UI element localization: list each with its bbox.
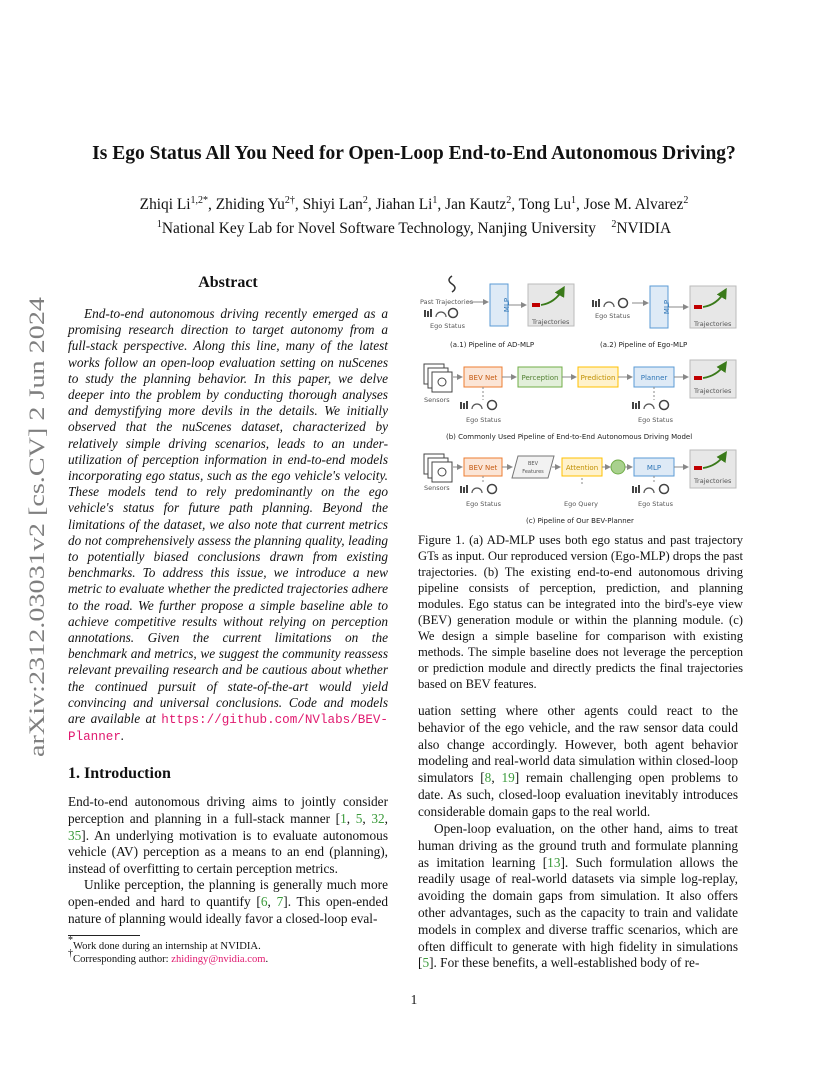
fig-label-mlp: MLP — [663, 299, 671, 315]
fig-label-ego-status: Ego Status — [595, 312, 630, 320]
abstract-end: . — [120, 728, 125, 744]
intro-paragraph-2 — [68, 877, 388, 927]
intro-paragraph-1 — [68, 794, 388, 878]
text-run: End-to-end autonomous driving aims to jointly consider perception and planning in a full-stack manner [ — [68, 794, 388, 826]
affiliation: NVIDIA — [616, 220, 672, 237]
footnote-mark: * — [68, 935, 73, 946]
citation-link[interactable]: 32 — [371, 810, 385, 826]
fig-label-perception: Perception — [521, 374, 559, 382]
fig-label-attention: Attention — [565, 464, 599, 472]
author-affil-mark: 2 — [506, 195, 512, 206]
fig-label-prediction: Prediction — [580, 374, 616, 382]
car-icon — [694, 376, 702, 380]
fig-label-planner: Planner — [640, 374, 668, 382]
fig-label-trajectories: Trajectories — [694, 387, 732, 395]
email-link[interactable]: zhidingy@nvidia.com — [171, 954, 266, 965]
fig-label-sensors: Sensors — [424, 484, 450, 492]
text-run: ]. Such formulation allows the readily usage of real-world datasets via simple log-replay, avoiding the domain gaps from simulation. It also offers other advantages, such as the capacity to train and validate models in complex and diverse traffic scenarios, which are often difficult to generate with high fidelity in simulations [ — [418, 854, 738, 971]
text-run: , — [267, 893, 277, 909]
citation-link[interactable]: 8 — [484, 770, 492, 786]
code-link[interactable]: https://github.com/NVlabs/BEV-Planner — [68, 713, 388, 745]
fig-label-past-trajectories: Past Trajectories — [420, 298, 474, 306]
camera-sensors-icon — [424, 454, 452, 482]
arxiv-stamp — [20, 292, 50, 762]
author-name: Zhiqi Li — [139, 196, 191, 213]
page-number: 1 — [410, 992, 418, 1007]
fig-label-trajectories: Trajectories — [532, 318, 570, 326]
fig-label-mlp: MLP — [646, 464, 662, 472]
text-run: , — [384, 810, 388, 826]
text-run: Unlike perception, the planning is generally much more open-ended and hard to quantify [ — [68, 877, 388, 909]
fig-caption-a1: (a.1) Pipeline of AD-MLP — [450, 341, 535, 349]
text-run: Open-loop evaluation, on the other hand, aims to treat human driving as the ground truth and formulate planning as imitation learning [ — [418, 821, 738, 870]
ego-status-icon — [592, 299, 628, 308]
footnote-2 — [68, 948, 388, 966]
author-name: Jan Kautz — [445, 196, 507, 213]
author-name: Jose M. Alvarez — [583, 196, 684, 213]
figure-caption: Figure 1. (a) AD-MLP uses both ego status and past trajectory GTs as input. Our reproduced version (Ego-MLP) drops the past trajectories. (b) The existing end-to-end autonomous driving pipeline consists of perception, prediction, and planning modules. Ego status can be integrated into the bird's-eye view (BEV) generation module or within the planning module. (c) We design a simple baseline for comparison with existing methods. The simple baseline does not leverage the perception or prediction module and directly predicts the final trajectories based on BEV features. — [418, 533, 743, 691]
author-name: Shiyi Lan — [302, 196, 363, 213]
arxiv-stamp-text: arXiv:2312.03031v2 [cs.CV] 2 Jun 2024 — [24, 397, 49, 757]
ego-status-icon — [460, 485, 497, 494]
fig-label-bev-features: Features — [522, 469, 544, 475]
car-icon — [694, 466, 702, 470]
text-run: uation setting where other agents could react to the behavior of the ego vehicle, and the raw sensor data could also change accordingly. However, both agent behavior modeling and real-world data simulation within closed-loop simulators [ — [418, 703, 738, 786]
fig-label-bev-net: BEV Net — [468, 464, 498, 472]
ego-status-icon — [424, 309, 458, 318]
fig-label-ego-query: Ego Query — [564, 500, 599, 508]
fig-label-bev-features: BEV — [527, 461, 539, 467]
citation-link[interactable]: 1 — [340, 810, 347, 826]
fig-caption-a2: (a.2) Pipeline of Ego-MLP — [600, 341, 688, 349]
fig-caption-b: (b) Commonly Used Pipeline of End-to-End Autonomous Driving Model — [446, 433, 693, 441]
fig-label-sensors: Sensors — [424, 396, 450, 404]
affil-mark: 1 — [156, 219, 162, 230]
figure-1 — [418, 270, 743, 530]
fig-label-ego-status: Ego Status — [638, 500, 673, 508]
abstract-body — [68, 306, 388, 745]
text-run: ] remain challenging open problems to date. As such, closed-loop evaluation inevitably introduces considerable domain gaps to the real world. — [418, 770, 738, 819]
ego-status-icon — [632, 485, 669, 494]
text-run: , — [491, 770, 502, 786]
car-icon — [532, 303, 540, 307]
paper-title: Is Ego Status All You Need for Open-Loop End-to-End Autonomous Driving? — [92, 143, 736, 164]
fig-label-mlp: MLP — [503, 297, 511, 313]
past-trajectory-icon — [449, 276, 455, 292]
citation-link[interactable]: 5 — [355, 810, 363, 826]
citation-link[interactable]: 35 — [68, 827, 82, 843]
author-list: Zhiqi $Li^{1,2*}$, Zhiding $Yu^{2\dagger}$, Shiyi Lan$^2$, Jiahan Li$^1$, Jan Kautz$^2$, Tong Lu$^1$, Jose M. Alvarez$^2$ — [139, 195, 689, 213]
author-affil-mark: 1 — [432, 195, 438, 206]
car-icon — [694, 305, 702, 309]
citation-link[interactable]: 6 — [260, 893, 268, 909]
fig-label-ego-status: Ego Status — [430, 322, 465, 330]
section-heading-introduction: 1. Introduction — [68, 765, 171, 782]
abstract-text: End-to-end autonomous driving recently emerged as a promising research direction to target autonomy from a full-stack perspective. Along this line, many of the latest works follow an open-loop evaluation setting on nuScenes to study the planning behavior. In this paper, we delve deeper into the problem by conducting thorough analyses and demystifying more devils in the details. We initially observed that the nuScenes dataset, characterized by relatively simple driving scenarios, leads to an under-utilization of perception information in end-to-end models incorporating ego status, such as the ego vehicle's velocity. These models tend to rely predominantly on the ego vehicle's status for future path planning. Beyond the limitations of the dataset, we also note that current metrics do not comprehensively assess the planning quality, leading to potentially biased conclusions drawn from existing benchmarks. To address this issue, we introduce a new metric to evaluate whether the predicted trajectories adhere to the road. We further propose a simple baseline able to achieve competitive results without relying on perception annotations. Given the current limitations on the benchmark and metrics, we suggest the community reassess relevant prevailing research and be cautious about whether the continued pursuit of state-of-the-art would yield convincing and universal conclusions. Code and models are available at — [68, 306, 388, 727]
intro-paragraph-3 — [418, 703, 738, 821]
affil-mark: 2 — [611, 219, 617, 230]
fig-label-trajectories: Trajectories — [694, 477, 732, 485]
footnote-text: Corresponding author: — [73, 954, 172, 965]
citation-link[interactable]: 13 — [547, 854, 561, 870]
camera-sensors-icon — [424, 364, 452, 392]
fig-label-ego-status: Ego Status — [466, 500, 501, 508]
author-affil-mark: 1,2* — [190, 195, 209, 206]
citation-link[interactable]: 5 — [422, 955, 430, 971]
author-affil-mark: 2 — [683, 195, 689, 206]
footnote-divider — [68, 935, 140, 936]
fig-label-ego-status: Ego Status — [466, 416, 501, 424]
intro-paragraph-4 — [418, 821, 738, 972]
text-run: , — [346, 810, 356, 826]
footnote-1 — [68, 935, 388, 953]
footnote-text: Work done during an internship at NVIDIA. — [73, 941, 261, 952]
affiliation-list — [60, 218, 768, 239]
footnote-mark: † — [68, 948, 73, 959]
ego-status-icon — [460, 401, 497, 410]
author-name: Tong Lu — [518, 196, 572, 213]
fig-label-ego-status: Ego Status — [638, 416, 673, 424]
author-name: Zhiding Yu — [215, 196, 285, 213]
fig-caption-c: (c) Pipeline of Our BEV-Planner — [526, 517, 634, 525]
fig-label-bev-net: BEV Net — [468, 374, 498, 382]
footnote-end: . — [265, 954, 269, 965]
author-affil-mark: 2 — [362, 195, 368, 206]
affiliation: National Key Lab for Novel Software Technology, Nanjing University — [161, 220, 596, 237]
author-affil-mark: 2† — [284, 195, 295, 206]
text-run: , — [362, 810, 372, 826]
text-run: ]. For these benefits, a well-established body of re- — [429, 955, 700, 971]
author-name: Jiahan Li — [375, 196, 433, 213]
citation-link[interactable]: 7 — [276, 893, 284, 909]
abstract-heading: Abstract — [198, 274, 258, 291]
ego-query-node — [611, 460, 625, 474]
text-run: ]. This open-ended nature of planning would ideally favor a closed-loop eval- — [68, 893, 388, 926]
fig-label-trajectories: Trajectories — [694, 320, 732, 328]
author-affil-mark: 1 — [571, 195, 577, 206]
ego-status-icon — [632, 401, 669, 410]
text-run: ]. An underlying motivation is to evaluate autonomous vehicle (AV) perception as a means to an end (planning), instead of overfitting to certain perception metrics. — [68, 827, 388, 877]
citation-link[interactable]: 19 — [501, 770, 515, 786]
